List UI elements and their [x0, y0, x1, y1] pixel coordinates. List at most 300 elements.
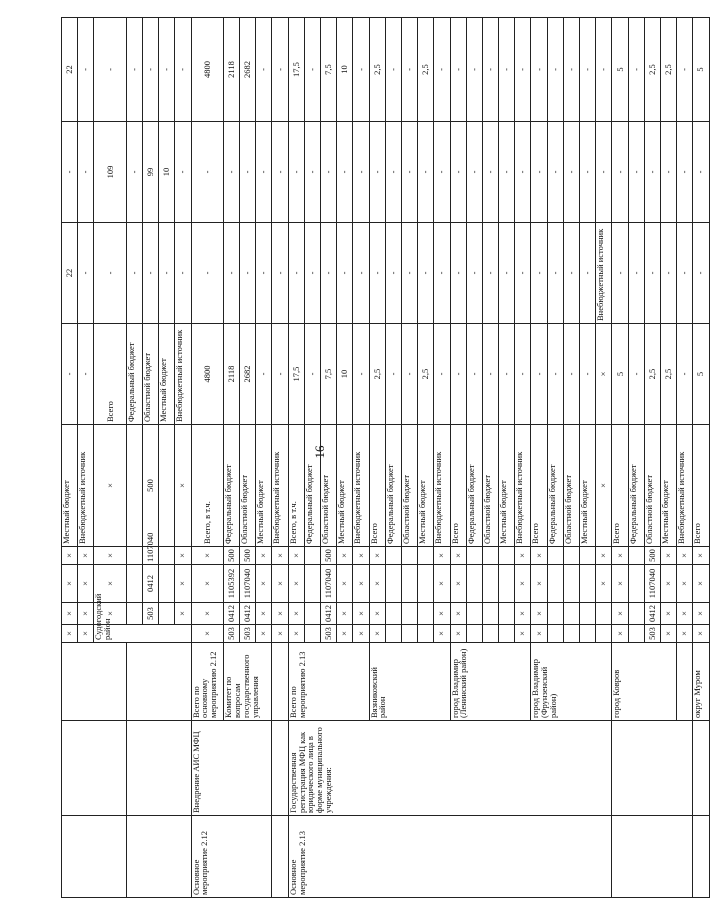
table-cell: 2682 [240, 18, 256, 122]
table-cell: - [499, 122, 515, 223]
table-cell: Областной бюджет [644, 425, 660, 547]
table-cell: - [563, 324, 579, 425]
table-cell: × [450, 625, 466, 643]
table-cell: 503 [223, 625, 239, 643]
table-cell: - [450, 18, 466, 122]
table-cell: - [547, 223, 563, 324]
table-cell: 4800 [191, 18, 223, 122]
table-cell: - [191, 122, 223, 223]
table-cell [563, 565, 579, 603]
table-row [272, 18, 288, 898]
table-cell: 7,5 [321, 324, 337, 425]
table-cell: 2118 [223, 324, 239, 425]
table-cell: - [175, 122, 191, 223]
table-cell: × [434, 603, 450, 625]
table-cell [693, 816, 709, 898]
table-cell: × [337, 547, 353, 565]
table-cell: - [385, 223, 401, 324]
table-cell: - [612, 223, 628, 324]
table-cell [580, 547, 596, 565]
table-cell: × [612, 625, 628, 643]
table-cell [401, 603, 417, 625]
table-cell: Областной бюджет [482, 425, 498, 547]
table-cell: × [531, 565, 547, 603]
table-cell [466, 603, 482, 625]
table-cell: - [547, 122, 563, 223]
table-cell: × [434, 547, 450, 565]
table-cell: × [191, 625, 223, 643]
table-cell [126, 603, 142, 625]
table-cell: 500 [321, 547, 337, 565]
table-cell: 2,5 [660, 324, 676, 425]
table-cell [304, 603, 320, 625]
table-cell: Всего [612, 425, 628, 547]
table-cell: - [159, 18, 175, 122]
table-cell: 1107040 [142, 547, 158, 565]
table-cell [628, 565, 644, 603]
budget-table-sheet [61, 18, 706, 898]
table-cell: × [450, 603, 466, 625]
table-cell [62, 643, 127, 721]
table-cell: - [401, 122, 417, 223]
table-cell: 5 [612, 18, 628, 122]
table-cell: × [660, 603, 676, 625]
table-cell: Внебюджетный источник [677, 425, 693, 547]
table-cell: - [660, 122, 676, 223]
table-cell [547, 603, 563, 625]
table-cell: × [450, 565, 466, 603]
table-cell: × [175, 425, 191, 547]
table-cell: Местный бюджет [660, 425, 676, 547]
table-cell: 2,5 [418, 18, 434, 122]
table-cell: - [466, 122, 482, 223]
table-cell: - [272, 122, 288, 223]
table-cell: 2,5 [369, 324, 385, 425]
table-cell: - [563, 122, 579, 223]
table-cell: 2,5 [644, 18, 660, 122]
table-cell [126, 425, 142, 547]
table-cell [272, 721, 288, 816]
table-cell: - [515, 18, 531, 122]
table-cell: - [401, 324, 417, 425]
table-cell: - [434, 223, 450, 324]
table-cell: - [288, 122, 304, 223]
table-cell [62, 721, 127, 816]
table-cell: Комитет по вопросам государственного управления [223, 643, 272, 721]
table-cell: Внебюджетный источник [272, 425, 288, 547]
page-number: 16 [312, 445, 327, 459]
table-cell: - [580, 324, 596, 425]
table-cell: Федеральный бюджет [385, 425, 401, 547]
table-cell [563, 625, 579, 643]
table-cell [482, 603, 498, 625]
table-cell: - [434, 122, 450, 223]
table-cell [628, 603, 644, 625]
table-cell: 1105392 [223, 565, 239, 603]
table-cell [547, 625, 563, 643]
table-cell [304, 547, 320, 565]
table-cell: Вязниковский район [369, 643, 450, 721]
table-row [693, 18, 709, 898]
table-cell: Всего [94, 324, 126, 425]
table-cell: - [401, 18, 417, 122]
table-cell: - [563, 18, 579, 122]
table-cell: 503 [644, 625, 660, 643]
table-cell: - [304, 18, 320, 122]
table-cell: 17,5 [288, 324, 304, 425]
table-cell [304, 625, 320, 643]
table-cell: × [288, 625, 304, 643]
table-cell: Федеральный бюджет [304, 425, 320, 547]
table-cell: × [175, 547, 191, 565]
table-cell: × [612, 547, 628, 565]
table-cell [418, 565, 434, 603]
table-cell [159, 603, 175, 625]
table-cell: - [78, 223, 94, 324]
table-cell: 22 [62, 18, 78, 122]
table-cell [126, 547, 142, 565]
table-cell: 1107040 [644, 565, 660, 603]
table-cell: - [499, 223, 515, 324]
table-cell: 1107040 [240, 565, 256, 603]
table-cell: - [418, 223, 434, 324]
table-cell: × [62, 565, 78, 603]
table-cell: - [580, 18, 596, 122]
table-cell: Областной бюджет [240, 425, 256, 547]
table-cell [466, 625, 482, 643]
table-cell: Федеральный бюджет [223, 425, 239, 547]
table-cell [418, 547, 434, 565]
table-cell: × [78, 603, 94, 625]
table-cell: - [272, 223, 288, 324]
table-cell [272, 643, 288, 721]
table-cell: - [450, 122, 466, 223]
table-cell: × [693, 547, 709, 565]
table-cell: × [78, 565, 94, 603]
table-cell: × [677, 547, 693, 565]
table-cell: - [482, 18, 498, 122]
table-cell: - [337, 122, 353, 223]
table-cell: - [256, 18, 272, 122]
table-cell: - [580, 223, 596, 324]
table-cell: округ Муром [693, 643, 709, 721]
table-cell [159, 547, 175, 565]
table-cell: × [337, 603, 353, 625]
table-cell: - [515, 223, 531, 324]
table-cell: - [126, 223, 142, 324]
table-cell: × [62, 547, 78, 565]
table-cell: - [677, 223, 693, 324]
table-cell: - [126, 18, 142, 122]
table-cell [499, 625, 515, 643]
table-cell: × [434, 565, 450, 603]
table-cell: - [272, 18, 288, 122]
table-cell: - [482, 122, 498, 223]
table-cell: 17,5 [288, 18, 304, 122]
table-cell: × [531, 603, 547, 625]
table-cell: 1107040 [321, 565, 337, 603]
table-cell: - [499, 324, 515, 425]
table-cell: - [531, 324, 547, 425]
table-cell: 500 [240, 547, 256, 565]
table-cell: × [94, 603, 126, 625]
table-cell: × [62, 625, 78, 643]
table-cell: - [353, 324, 369, 425]
table-cell: Судогодский район [94, 625, 191, 643]
table-cell: × [272, 603, 288, 625]
table-cell: - [304, 223, 320, 324]
table-cell: × [515, 547, 531, 565]
table-cell: - [142, 18, 158, 122]
table-cell: - [466, 223, 482, 324]
table-cell: × [353, 603, 369, 625]
table-cell [466, 547, 482, 565]
table-cell: × [660, 565, 676, 603]
table-cell: × [369, 625, 385, 643]
table-cell: × [272, 625, 288, 643]
table-cell: × [369, 547, 385, 565]
table-cell: - [644, 223, 660, 324]
table-cell: - [272, 324, 288, 425]
table-cell: × [515, 625, 531, 643]
table-cell: × [612, 565, 628, 603]
table-row [191, 18, 207, 898]
table-cell: - [175, 223, 191, 324]
table-cell: - [240, 223, 256, 324]
table-cell: Областной бюджет [401, 425, 417, 547]
table-cell: 503 [240, 625, 256, 643]
table-cell: - [142, 223, 158, 324]
table-cell: - [531, 122, 547, 223]
table-cell: - [547, 18, 563, 122]
table-cell [547, 565, 563, 603]
table-cell [482, 625, 498, 643]
table-cell: - [337, 223, 353, 324]
table-cell: - [353, 122, 369, 223]
table-cell: Всего [693, 425, 709, 547]
table-cell: Местный бюджет [337, 425, 353, 547]
table-cell: - [628, 223, 644, 324]
table-body [62, 18, 710, 898]
table-cell: - [353, 223, 369, 324]
table-cell: Основное мероприятие 2.12 [191, 816, 272, 898]
table-cell: - [531, 223, 547, 324]
table-cell: × [94, 547, 126, 565]
table-cell [401, 625, 417, 643]
table-cell: Основное мероприятие 2.13 [288, 816, 612, 898]
table-cell: × [256, 625, 272, 643]
table-cell: × [94, 425, 126, 547]
table-cell [482, 547, 498, 565]
table-cell: × [596, 425, 612, 547]
table-cell: Местный бюджет [499, 425, 515, 547]
table-cell: 500 [223, 547, 239, 565]
table-cell: Внебюджетный источник [434, 425, 450, 547]
table-cell [126, 721, 191, 816]
table-cell: 10 [337, 18, 353, 122]
table-cell [385, 565, 401, 603]
table-cell: Всего [369, 425, 385, 547]
table-cell: 2,5 [418, 324, 434, 425]
table-row [62, 18, 78, 898]
table-cell: Всего [450, 425, 466, 547]
table-cell: 0412 [240, 603, 256, 625]
table-cell: - [94, 18, 126, 122]
table-cell: - [547, 324, 563, 425]
table-cell [385, 625, 401, 643]
table-row [126, 18, 142, 898]
table-cell: × [191, 603, 223, 625]
table-cell [466, 565, 482, 603]
table-cell: × [677, 625, 693, 643]
table-cell: × [450, 547, 466, 565]
table-cell: × [191, 547, 223, 565]
table-cell: Внебюджетный источник [175, 324, 191, 425]
table-cell: Местный бюджет [418, 425, 434, 547]
table-cell: 0412 [644, 603, 660, 625]
table-cell: - [401, 223, 417, 324]
table-cell: - [466, 18, 482, 122]
table-cell [677, 643, 693, 721]
table-cell [612, 816, 693, 898]
table-cell: 4800 [191, 324, 223, 425]
table-cell: 0412 [321, 603, 337, 625]
table-cell: - [94, 223, 126, 324]
table-cell: - [78, 324, 94, 425]
table-cell: - [62, 324, 78, 425]
table-cell: город Владимир (Ленинский район) [450, 643, 531, 721]
table-cell: - [321, 223, 337, 324]
table-cell: - [434, 18, 450, 122]
table-cell: город Ковров [612, 643, 677, 721]
table-cell [628, 625, 644, 643]
table-cell: 5 [612, 324, 628, 425]
table-cell: - [78, 18, 94, 122]
table-cell: × [369, 603, 385, 625]
table-cell: город Владимир (Фрунзенский район) [531, 643, 612, 721]
table-cell: × [272, 565, 288, 603]
table-cell: 5 [693, 324, 709, 425]
table-cell: - [660, 223, 676, 324]
table-cell [547, 547, 563, 565]
table-cell: × [531, 625, 547, 643]
table-cell: Федеральный бюджет [126, 324, 142, 425]
table-cell: - [628, 18, 644, 122]
table-cell: 503 [321, 625, 337, 643]
table-cell [693, 721, 709, 816]
table-cell [159, 425, 175, 547]
table-cell [499, 603, 515, 625]
table-cell: Внебюджетный источник [353, 425, 369, 547]
table-cell: × [337, 565, 353, 603]
table-cell: Государственная регистрация МФЦ как юридического лица в форме муниципального учреждения: [288, 721, 612, 816]
table-cell: × [256, 547, 272, 565]
table-cell: × [288, 565, 304, 603]
table-cell: Внебюджетный источник [515, 425, 531, 547]
table-cell: - [321, 122, 337, 223]
table-cell: 22 [62, 223, 78, 324]
table-cell: - [450, 324, 466, 425]
table-cell: 0412 [142, 565, 158, 603]
table-cell: - [175, 18, 191, 122]
table-cell: × [353, 565, 369, 603]
table-cell: - [434, 324, 450, 425]
table-cell: Федеральный бюджет [547, 425, 563, 547]
table-cell: - [304, 324, 320, 425]
table-cell: - [628, 324, 644, 425]
table-cell: - [304, 122, 320, 223]
table-cell: 10 [159, 122, 175, 223]
table-cell: Внебюджетный источник [78, 425, 94, 547]
table-cell: - [531, 18, 547, 122]
table-cell: Федеральный бюджет [628, 425, 644, 547]
table-cell: - [191, 223, 223, 324]
table-cell: Всего по основному мероприятию 2.12 [191, 643, 223, 721]
table-cell [580, 565, 596, 603]
table-cell: - [515, 324, 531, 425]
table-cell: - [256, 223, 272, 324]
table-cell: × [256, 603, 272, 625]
table-cell: × [434, 625, 450, 643]
table-cell: 500 [644, 547, 660, 565]
table-cell: 2118 [223, 18, 239, 122]
table-cell: × [660, 547, 676, 565]
table-cell: Областной бюджет [142, 324, 158, 425]
table-cell: - [644, 122, 660, 223]
table-cell [304, 565, 320, 603]
table-cell: × [272, 547, 288, 565]
table-cell: - [223, 223, 239, 324]
table-cell [418, 603, 434, 625]
table-cell: - [418, 122, 434, 223]
table-cell: - [369, 223, 385, 324]
table-cell [401, 565, 417, 603]
table-cell: × [175, 565, 191, 603]
table-cell [596, 603, 612, 625]
table-cell: × [515, 603, 531, 625]
table-cell [272, 816, 288, 898]
table-cell: 2682 [240, 324, 256, 425]
table-cell: - [385, 122, 401, 223]
table-cell: 2,5 [660, 18, 676, 122]
table-cell: - [385, 324, 401, 425]
table-cell: Всего, в т.ч. [191, 425, 223, 547]
table-cell: × [531, 547, 547, 565]
table-cell: Всего по мероприятию 2.13 [288, 643, 369, 721]
table-cell: Всего [531, 425, 547, 547]
table-cell: 2,5 [369, 18, 385, 122]
table-cell [580, 603, 596, 625]
table-cell: Областной бюджет [321, 425, 337, 547]
table-cell: × [353, 547, 369, 565]
table-cell: Местный бюджет [580, 425, 596, 547]
table-cell: × [256, 565, 272, 603]
table-cell: × [62, 603, 78, 625]
table-cell: × [337, 625, 353, 643]
table-cell: Местный бюджет [62, 425, 78, 547]
table-cell: - [693, 122, 709, 223]
table-cell: 503 [142, 603, 158, 625]
table-row [612, 18, 628, 898]
table-cell: - [515, 122, 531, 223]
table-cell: - [693, 223, 709, 324]
table-cell: × [660, 625, 676, 643]
table-cell [126, 643, 191, 721]
table-cell: - [482, 324, 498, 425]
table-cell: - [78, 122, 94, 223]
table-cell: - [482, 223, 498, 324]
table-cell: × [78, 547, 94, 565]
